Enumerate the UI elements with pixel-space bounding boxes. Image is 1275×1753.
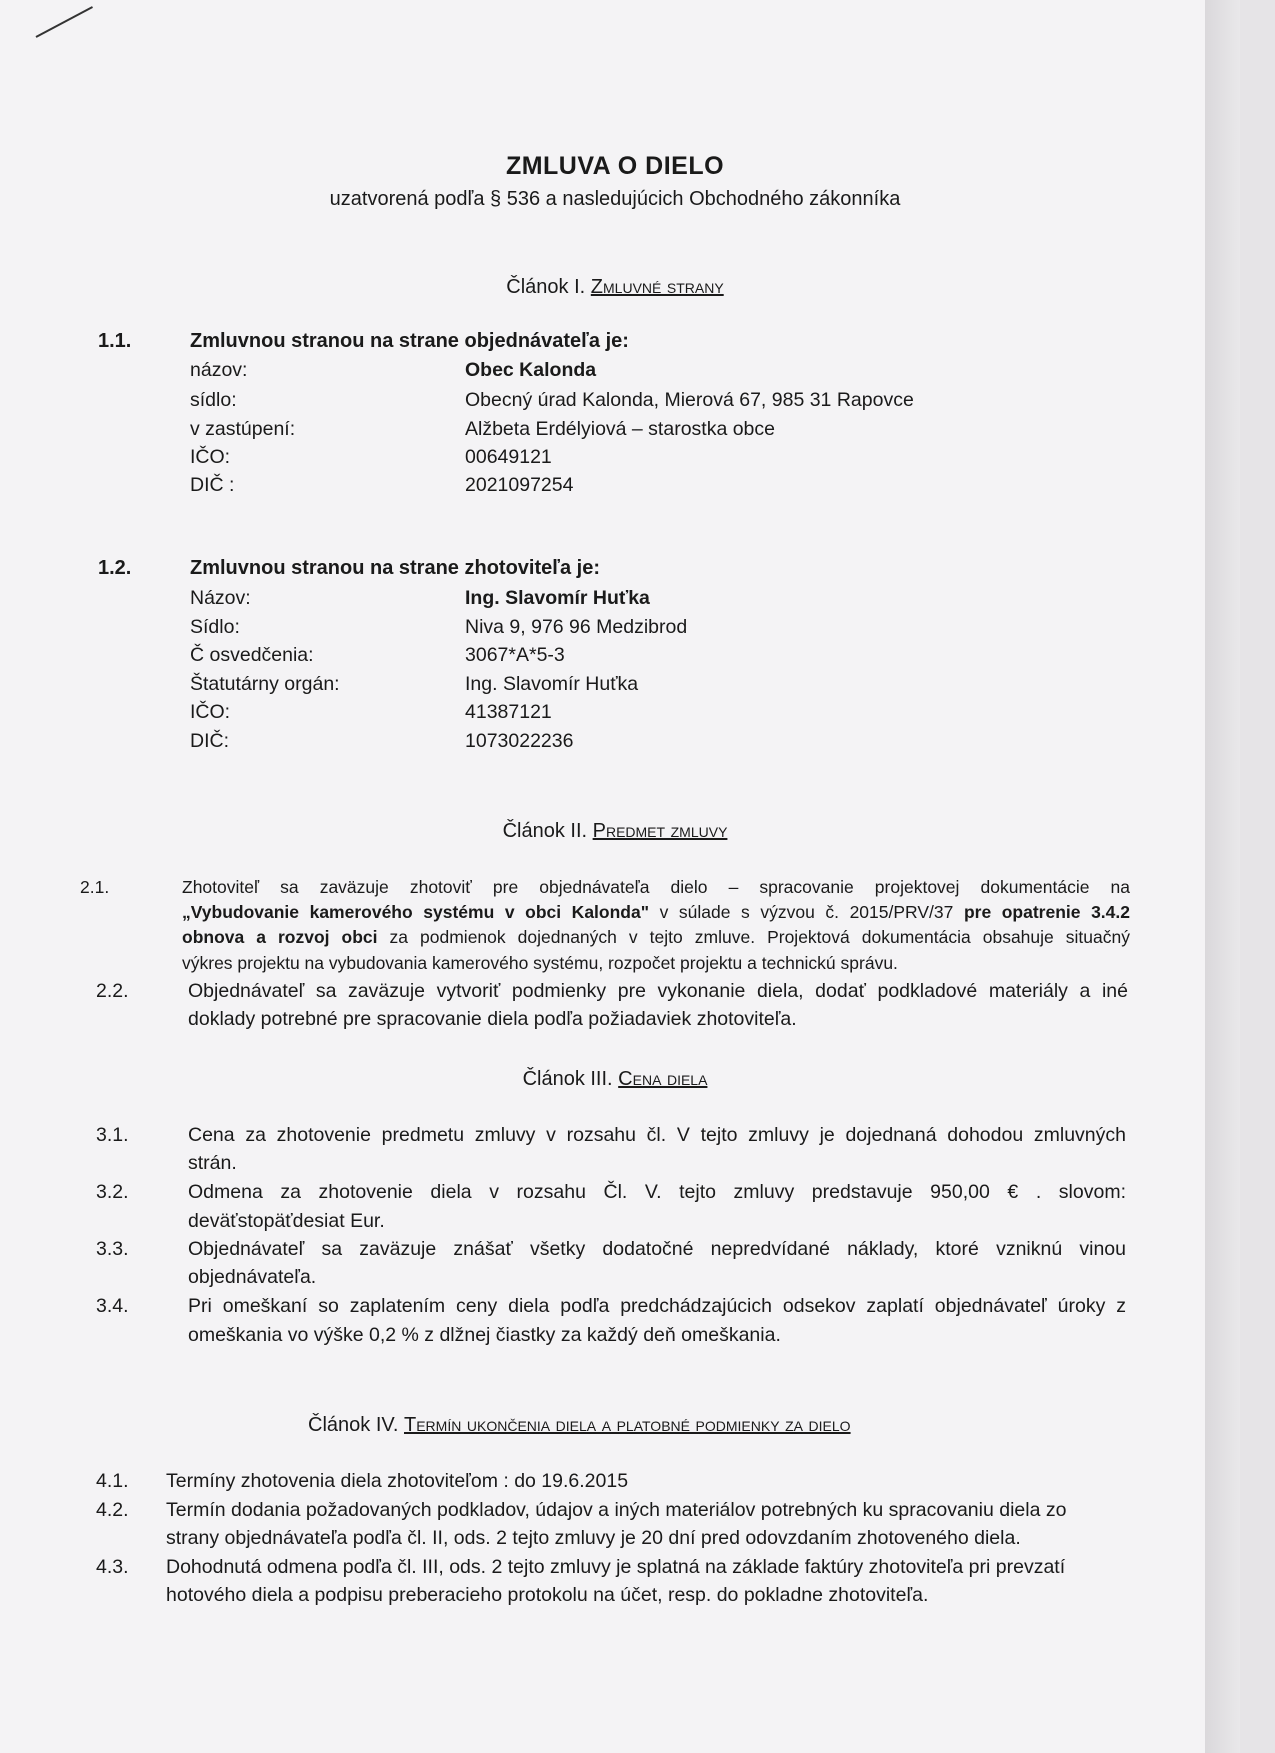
clause-text: Dohodnutá odmena podľa čl. III, ods. 2 tejto zmluvy je splatná na základe faktúry zhotoviteľa pri prevzatí — [166, 1556, 1066, 1578]
clause-number: 2.2. — [96, 980, 129, 1002]
field-value: Obec Kalonda — [465, 359, 597, 381]
clause-text: omeškania vo výške 0,2 % z dlžnej čiastky za každý deň omeškania. — [188, 1324, 781, 1346]
party-heading: Zmluvnou stranou na strane objednávateľa je: — [190, 330, 629, 352]
document-title: ZMLUVA O DIELO — [505, 152, 725, 180]
clause-number: 2.1. — [80, 877, 110, 897]
field-value: 1073022236 — [465, 730, 574, 752]
clause-number: 3.4. — [96, 1295, 129, 1317]
clause-text: strán. — [188, 1152, 237, 1174]
clause-text: Pri omeškaní so zaplatením ceny diela podľa predchádzajúcich odsekov zaplatí objednávateľ úroky z — [188, 1295, 1126, 1317]
field-value: Alžbeta Erdélyiová – starostka obce — [465, 418, 776, 440]
clause-number: 3.3. — [96, 1238, 129, 1260]
article-prefix: Článok II. — [502, 820, 588, 842]
clause-text-part: za podmienok dojednaných v tejto zmluve. Projektová dokumentácia obsahuje situačný — [377, 927, 1130, 947]
field-label: IČO: — [190, 446, 231, 468]
clause-text: strany objednávateľa podľa čl. II, ods. 2 tejto zmluvy je 20 dní pred odovzdaním zhotoveného diela. — [166, 1527, 1021, 1549]
article-1-heading — [0, 276, 1230, 299]
clause-text: Objednávateľ sa zaväzuje vytvoriť podmienky pre vykonanie diela, dodať podkladové materiály a iné — [188, 980, 1128, 1002]
clause-text: Odmena za zhotovenie diela v rozsahu Čl. V. tejto zmluvy predstavuje 950,00 € . slovom: — [188, 1181, 1126, 1203]
article-prefix: Článok III. — [522, 1068, 613, 1090]
article-prefix: Článok IV. — [308, 1414, 399, 1436]
field-value: Ing. Slavomír Huťka — [465, 673, 639, 695]
article-2-heading — [0, 820, 1230, 843]
section-number: 1.2. — [98, 557, 132, 579]
project-title: „Vybudovanie kamerového systému v obci Kalonda" — [182, 902, 650, 922]
clause-text: výkres projektu na vybudovania kamerového systému, rozpočet projektu a technickú správu. — [182, 953, 898, 973]
clause-text: Zhotoviteľ sa zaväzuje zhotoviť pre objednávateľa dielo – spracovanie projektovej dokumentácie na — [182, 877, 1130, 897]
clause-text: Objednávateľ sa zaväzuje znášať všetky dodatočné nepredvídané náklady, ktoré vzniknú vinou — [188, 1238, 1126, 1260]
field-value: Niva 9, 976 96 Medzibrod — [465, 616, 688, 638]
clause-text: Cena za zhotovenie predmetu zmluvy v rozsahu čl. V tejto zmluvy je dojednaná dohodou zmluvných — [188, 1124, 1126, 1146]
article-title: Zmluvné strany — [590, 276, 724, 298]
article-4-heading — [308, 1414, 851, 1437]
page-edge — [1205, 0, 1240, 1753]
clause-text: Termín dodania požadovaných podkladov, údajov a iných materiálov potrebných ku spracovaniu diela zo — [166, 1499, 1067, 1521]
article-title: Cena diela — [618, 1068, 708, 1090]
clause-text: hotového diela a podpisu preberacieho protokolu na účet, resp. do pokladne zhotoviteľa. — [166, 1584, 929, 1606]
field-label: DIČ : — [190, 474, 235, 496]
party-heading: Zmluvnou stranou na strane zhotoviteľa je: — [190, 557, 600, 579]
pen-mark — [36, 6, 93, 38]
article-3-heading — [0, 1068, 1230, 1091]
field-value: 41387121 — [465, 701, 552, 723]
clause-text: objednávateľa. — [188, 1266, 317, 1288]
clause-number: 4.2. — [96, 1499, 129, 1521]
clause-number: 3.2. — [96, 1181, 129, 1203]
field-value: 2021097254 — [465, 474, 574, 496]
article-title: Termín ukončenia diela a platobné podmienky za dielo — [404, 1414, 851, 1436]
field-value: 3067*A*5-3 — [465, 644, 565, 666]
clause-number: 4.3. — [96, 1556, 129, 1578]
article-prefix: Článok I. — [506, 276, 586, 298]
field-value: 00649121 — [465, 446, 552, 468]
clause-text — [182, 902, 1130, 923]
clause-text — [182, 927, 1130, 948]
measure-label: pre opatrenie 3.4.2 — [963, 902, 1130, 922]
clause-text: doklady potrebné pre spracovanie diela podľa požiadaviek zhotoviteľa. — [188, 1008, 797, 1030]
field-value: Obecný úrad Kalonda, Mierová 67, 985 31 Rapovce — [465, 389, 914, 411]
field-label: DIČ: — [190, 730, 229, 752]
field-label: názov: — [190, 359, 248, 381]
field-label: Č osvedčenia: — [190, 644, 314, 666]
field-label: Názov: — [190, 587, 251, 609]
clause-text-part: v súlade s výzvou č. 2015/PRV/37 — [649, 902, 964, 922]
field-label: v zastúpení: — [190, 418, 296, 440]
clause-number: 3.1. — [96, 1124, 129, 1146]
field-label: sídlo: — [190, 389, 237, 411]
field-value: Ing. Slavomír Huťka — [465, 587, 650, 609]
measure-name: obnova a rozvoj obci — [182, 927, 378, 947]
field-label: IČO: — [190, 701, 231, 723]
clause-text: Termíny zhotovenia diela zhotoviteľom : do 19.6.2015 — [166, 1470, 629, 1492]
document-subtitle: uzatvorená podľa § 536 a nasledujúcich Obchodného zákonníka — [329, 188, 901, 210]
field-label: Sídlo: — [190, 616, 240, 638]
article-title: Predmet zmluvy — [592, 820, 728, 842]
clause-text: deväťstopäťdesiat Eur. — [188, 1210, 385, 1232]
clause-number: 4.1. — [96, 1470, 129, 1492]
field-label: Štatutárny orgán: — [190, 673, 340, 695]
section-number: 1.1. — [98, 330, 132, 352]
